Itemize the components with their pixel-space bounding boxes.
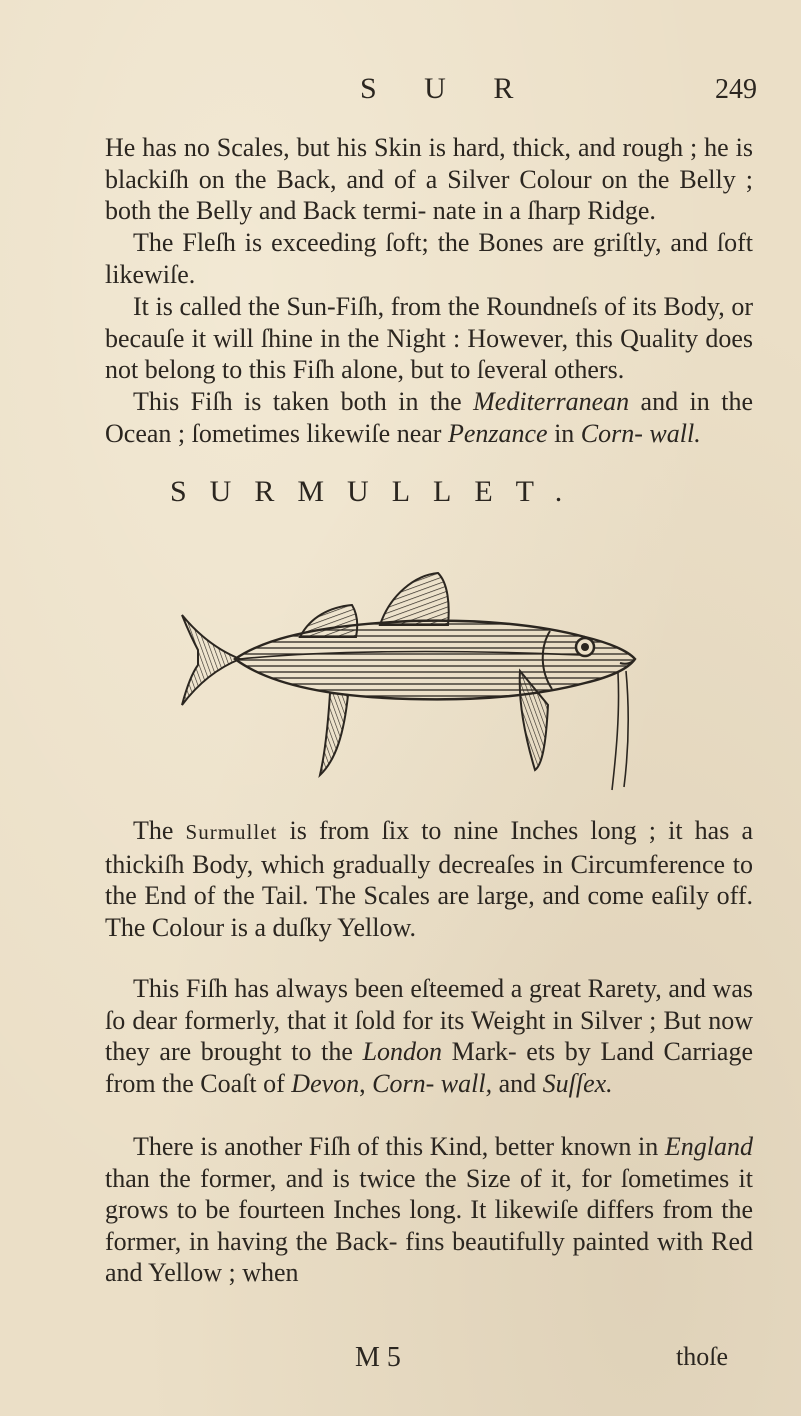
page-footer [0,1342,801,1382]
surmullet-fish-engraving-icon [180,555,640,800]
text-run: This Fiſh has always been eſteemed a great Rarety, and was ſo dear formerly, that it ſold for its Weight in Silver ; But now they are brought to the [105,974,753,1066]
signature-mark: M 5 [355,1342,401,1373]
text-run: Mark- ets by Land Carriage from the Coaſt of [105,1037,753,1098]
section-title-surmullet: SURMULLET. [170,475,586,508]
place-mediterranean: Mediterranean [473,387,630,416]
running-head [0,72,801,112]
text-run: than the former, and is twice the Size of it, for ſometimes it grows to be fourteen Inches long. It likewiſe differs from the former, in having the Back- fins beautifully painted with Red and Yellow ; when [105,1163,753,1287]
place-cornwall: Corn- wall, [372,1068,493,1098]
page-number: 249 [715,74,757,105]
place-sussex: Suſſex. [542,1068,613,1098]
fish-ventral-fin [320,693,348,775]
fish-pupil [581,643,589,651]
fish-barbel [624,671,628,787]
paragraph-flesh: The Fleſh is exceeding ſoft; the Bones are griſtly, and ſoft likewiſe. [105,228,753,289]
paragraph-habitat [105,386,753,449]
fish-barbel [612,673,619,790]
text-run: The [133,816,186,845]
text-run: , [359,1068,373,1098]
fish-dorsal-fin-front [380,573,449,625]
place-devon: Devon [291,1068,360,1098]
place-penzance: Penzance [447,418,548,448]
paragraph-rarety [105,973,753,1099]
place-cornwall: Corn- wall. [580,418,701,448]
text-run: This Fiſh is taken both in the [133,387,474,416]
place-london: London [362,1037,443,1066]
running-title: S U R [360,72,534,105]
term-surmullet: Surmullet [185,820,278,844]
text-run: is from ſix to nine Inches long ; it has a thickiſh Body, which gradually decreaſes in Circumference to the End of the Tail. The Scales are large, and come eaſily off. The Colour is a duſky Yellow. [105,816,754,942]
fish-tail [182,615,240,705]
paragraph-skin: He has no Scales, but his Skin is hard, thick, and rough ; he is blackiſh on the Back, and of a Silver Colour on the Belly ; both the Belly and Back termi- nate in a ſharp Ridge. [105,133,753,225]
text-run: and in the Ocean ; ſometimes likewiſe near [105,387,753,448]
paragraph-another-fish [105,1131,753,1289]
fish-body [235,621,635,700]
paragraph-surmullet-description [105,815,753,943]
text-run: and [492,1068,543,1098]
text-run: in [547,418,581,448]
paragraph-sun-fish-name: It is called the Sun-Fiſh, from the Roundneſs of its Body, or becauſe it will ſhine in the Night : However, this Quality does not belong to this Fiſh alone, but to ſeveral others. [105,292,753,384]
place-england: England [664,1132,753,1161]
catchword: thoſe [676,1342,728,1371]
text-run: There is another Fiſh of this Kind, better known in [133,1132,665,1161]
